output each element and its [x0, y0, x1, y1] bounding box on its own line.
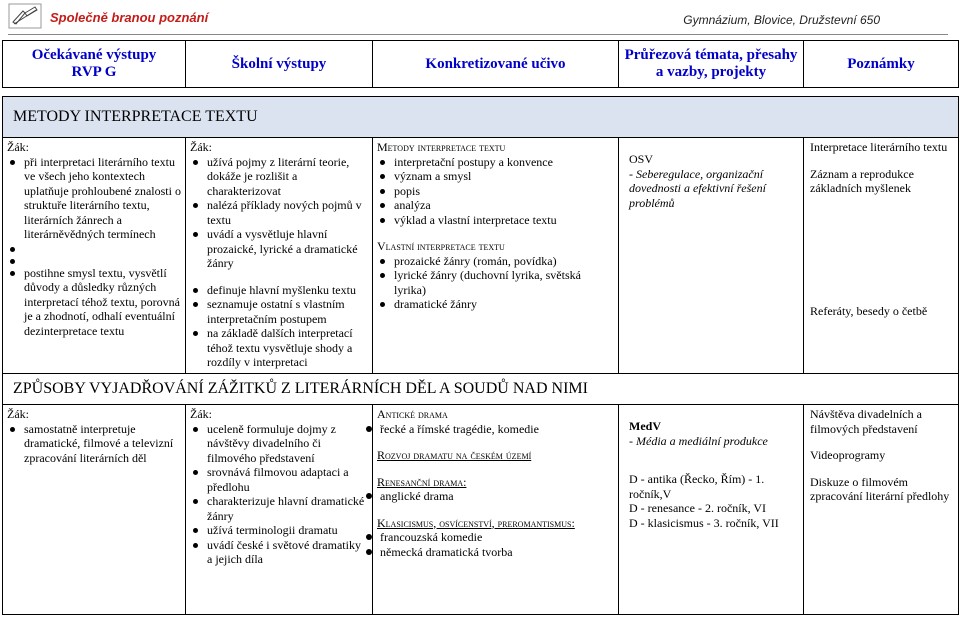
s2-topics-cell	[619, 405, 804, 615]
list-item: prozaické žánry (román, povídka)	[377, 254, 614, 269]
list-item: lyrické žánry (duchovní lyrika, světská lyrika)	[377, 268, 614, 297]
list-item: užívá pojmy z literární teorie, dokáže je rozlišit a charakterizovat	[190, 155, 368, 199]
s1-expected-cell	[3, 138, 186, 374]
s1-topics-cell	[619, 138, 804, 374]
section2-row	[3, 405, 959, 615]
col-header-school: Školní výstupy	[186, 41, 373, 88]
s2-note2: Videoprogramy	[810, 448, 886, 462]
col-header-notes: Poznámky	[804, 41, 959, 88]
s2-r1: D - antika (Řecko, Řím) - 1. ročník,V	[629, 472, 765, 501]
list-item: charakterizuje hlavní dramatické žánry	[190, 494, 368, 523]
list-item: výklad a vlastní interpretace textu	[377, 213, 614, 228]
s1-note2: Záznam a reprodukce základních myšlenek	[810, 166, 914, 195]
section1-title: METODY INTERPRETACE TEXTU	[3, 97, 959, 138]
header-divider	[8, 34, 948, 35]
s2-h4: Klasicismus, osvícenství, preromantismus:	[377, 515, 575, 530]
list-item: při interpretaci literárního textu ve všech jeho kontextech uplatňuje prohloubené znalosti o struktuře literárního textu, literárních žánrech a literárněvědných termínech	[7, 155, 181, 242]
s1-col1-label: Žák:	[7, 140, 29, 154]
page-header	[0, 0, 960, 36]
s2-h1: Antické drama	[377, 407, 448, 421]
book-logo-icon	[8, 3, 42, 29]
s2-h2: Rozvoj dramatu na českém území	[377, 448, 532, 462]
s2-col1-label: Žák:	[7, 407, 29, 421]
col-header-expected: Očekávané výstupy RVP G	[3, 41, 186, 88]
list-item: seznamuje ostatní s vlastním interpretačním postupem	[190, 297, 368, 326]
list-item: na základě dalších interpretací téhož textu vysvětluje shody a rozdíly v interpretaci	[190, 326, 368, 370]
s2-h3: Renesanční drama:	[377, 474, 467, 489]
list-item: nalézá příklady nových pojmů v textu	[190, 198, 368, 227]
col-header-topics: Průřezová témata, přesahy a vazby, projekty	[619, 41, 804, 88]
list-item: postihne smysl textu, vysvětlí důvody a důsledky různých interpretací téhož textu, porovná je a zhodnotí, odhalí eventuální dezinterpretace textu	[7, 266, 181, 339]
list-item: francouzská komedie	[363, 530, 614, 545]
logo-text: Společně branou poznání	[50, 10, 209, 25]
s2-r3: D - klasicismus - 3. ročník, VII	[629, 515, 779, 530]
s1-content-cell	[373, 138, 619, 374]
list-item: analýza	[377, 198, 614, 213]
s2-school-cell	[186, 405, 373, 615]
s2-expected-cell	[3, 405, 186, 615]
list-item: samostatně interpretuje dramatické, filmové a televizní zpracování literárních děl	[7, 422, 181, 466]
list-item: řecké a římské tragédie, komedie	[363, 422, 614, 437]
list-item: definuje hlavní myšlenku textu	[190, 283, 368, 298]
s1-school-cell	[186, 138, 373, 374]
column-header-row	[3, 41, 959, 88]
school-name: Gymnázium, Blovice, Družstevní 650	[683, 13, 880, 27]
s1-notes-cell	[804, 138, 959, 374]
col-header-content: Konkretizované učivo	[373, 41, 619, 88]
s1-col2-label: Žák:	[190, 140, 212, 154]
list-item: německá dramatická tvorba	[363, 545, 614, 560]
s1-content-heading1: Metody interpretace textu	[377, 140, 506, 154]
curriculum-table	[2, 40, 959, 615]
s1-note1: Interpretace literárního textu	[810, 140, 948, 154]
list-item: význam a smysl	[377, 169, 614, 184]
s2-content-cell	[373, 405, 619, 615]
section2-title: ZPŮSOBY VYJADŘOVÁNÍ ZÁŽITKŮ Z LITERÁRNÍCH DĚL A SOUDŮ NAD NIMI	[3, 374, 959, 405]
s1-osv-title: OSV	[629, 152, 654, 166]
list-item: uvádí a vysvětluje hlavní prozaické, lyrické a dramatické žánry	[190, 227, 368, 271]
list-item: anglické drama	[363, 489, 614, 504]
s2-medv-title: MedV	[629, 419, 661, 433]
list-item: uceleně formuluje dojmy z návštěvy divadelního či filmového představení	[190, 422, 368, 466]
s2-note3: Diskuze o filmovém zpracování literární předlohy	[810, 474, 950, 503]
list-item: srovnává filmovou adaptaci a předlohu	[190, 465, 368, 494]
section1-row	[3, 138, 959, 374]
list-item: interpretační postupy a konvence	[377, 155, 614, 170]
s2-r2: D - renesance - 2. ročník, VI	[629, 501, 767, 515]
s1-osv-line: - Seberegulace, organizační dovednosti a efektivní řešení problémů	[629, 166, 766, 210]
list-item: uvádí české i světové dramatiky a jejich díla	[190, 538, 368, 567]
list-item: užívá terminologii dramatu	[190, 523, 368, 538]
s2-col2-label: Žák:	[190, 407, 212, 421]
list-item: popis	[377, 184, 614, 199]
s1-content-heading2: Vlastní interpretace textu	[377, 239, 505, 253]
s1-note3: Referáty, besedy o četbě	[810, 303, 928, 318]
s2-note1: Návštěva divadelních a filmových představení	[810, 407, 922, 436]
s2-notes-cell	[804, 405, 959, 615]
list-item: dramatické žánry	[377, 297, 614, 312]
s2-medv-line: - Média a mediální produkce	[629, 433, 768, 448]
